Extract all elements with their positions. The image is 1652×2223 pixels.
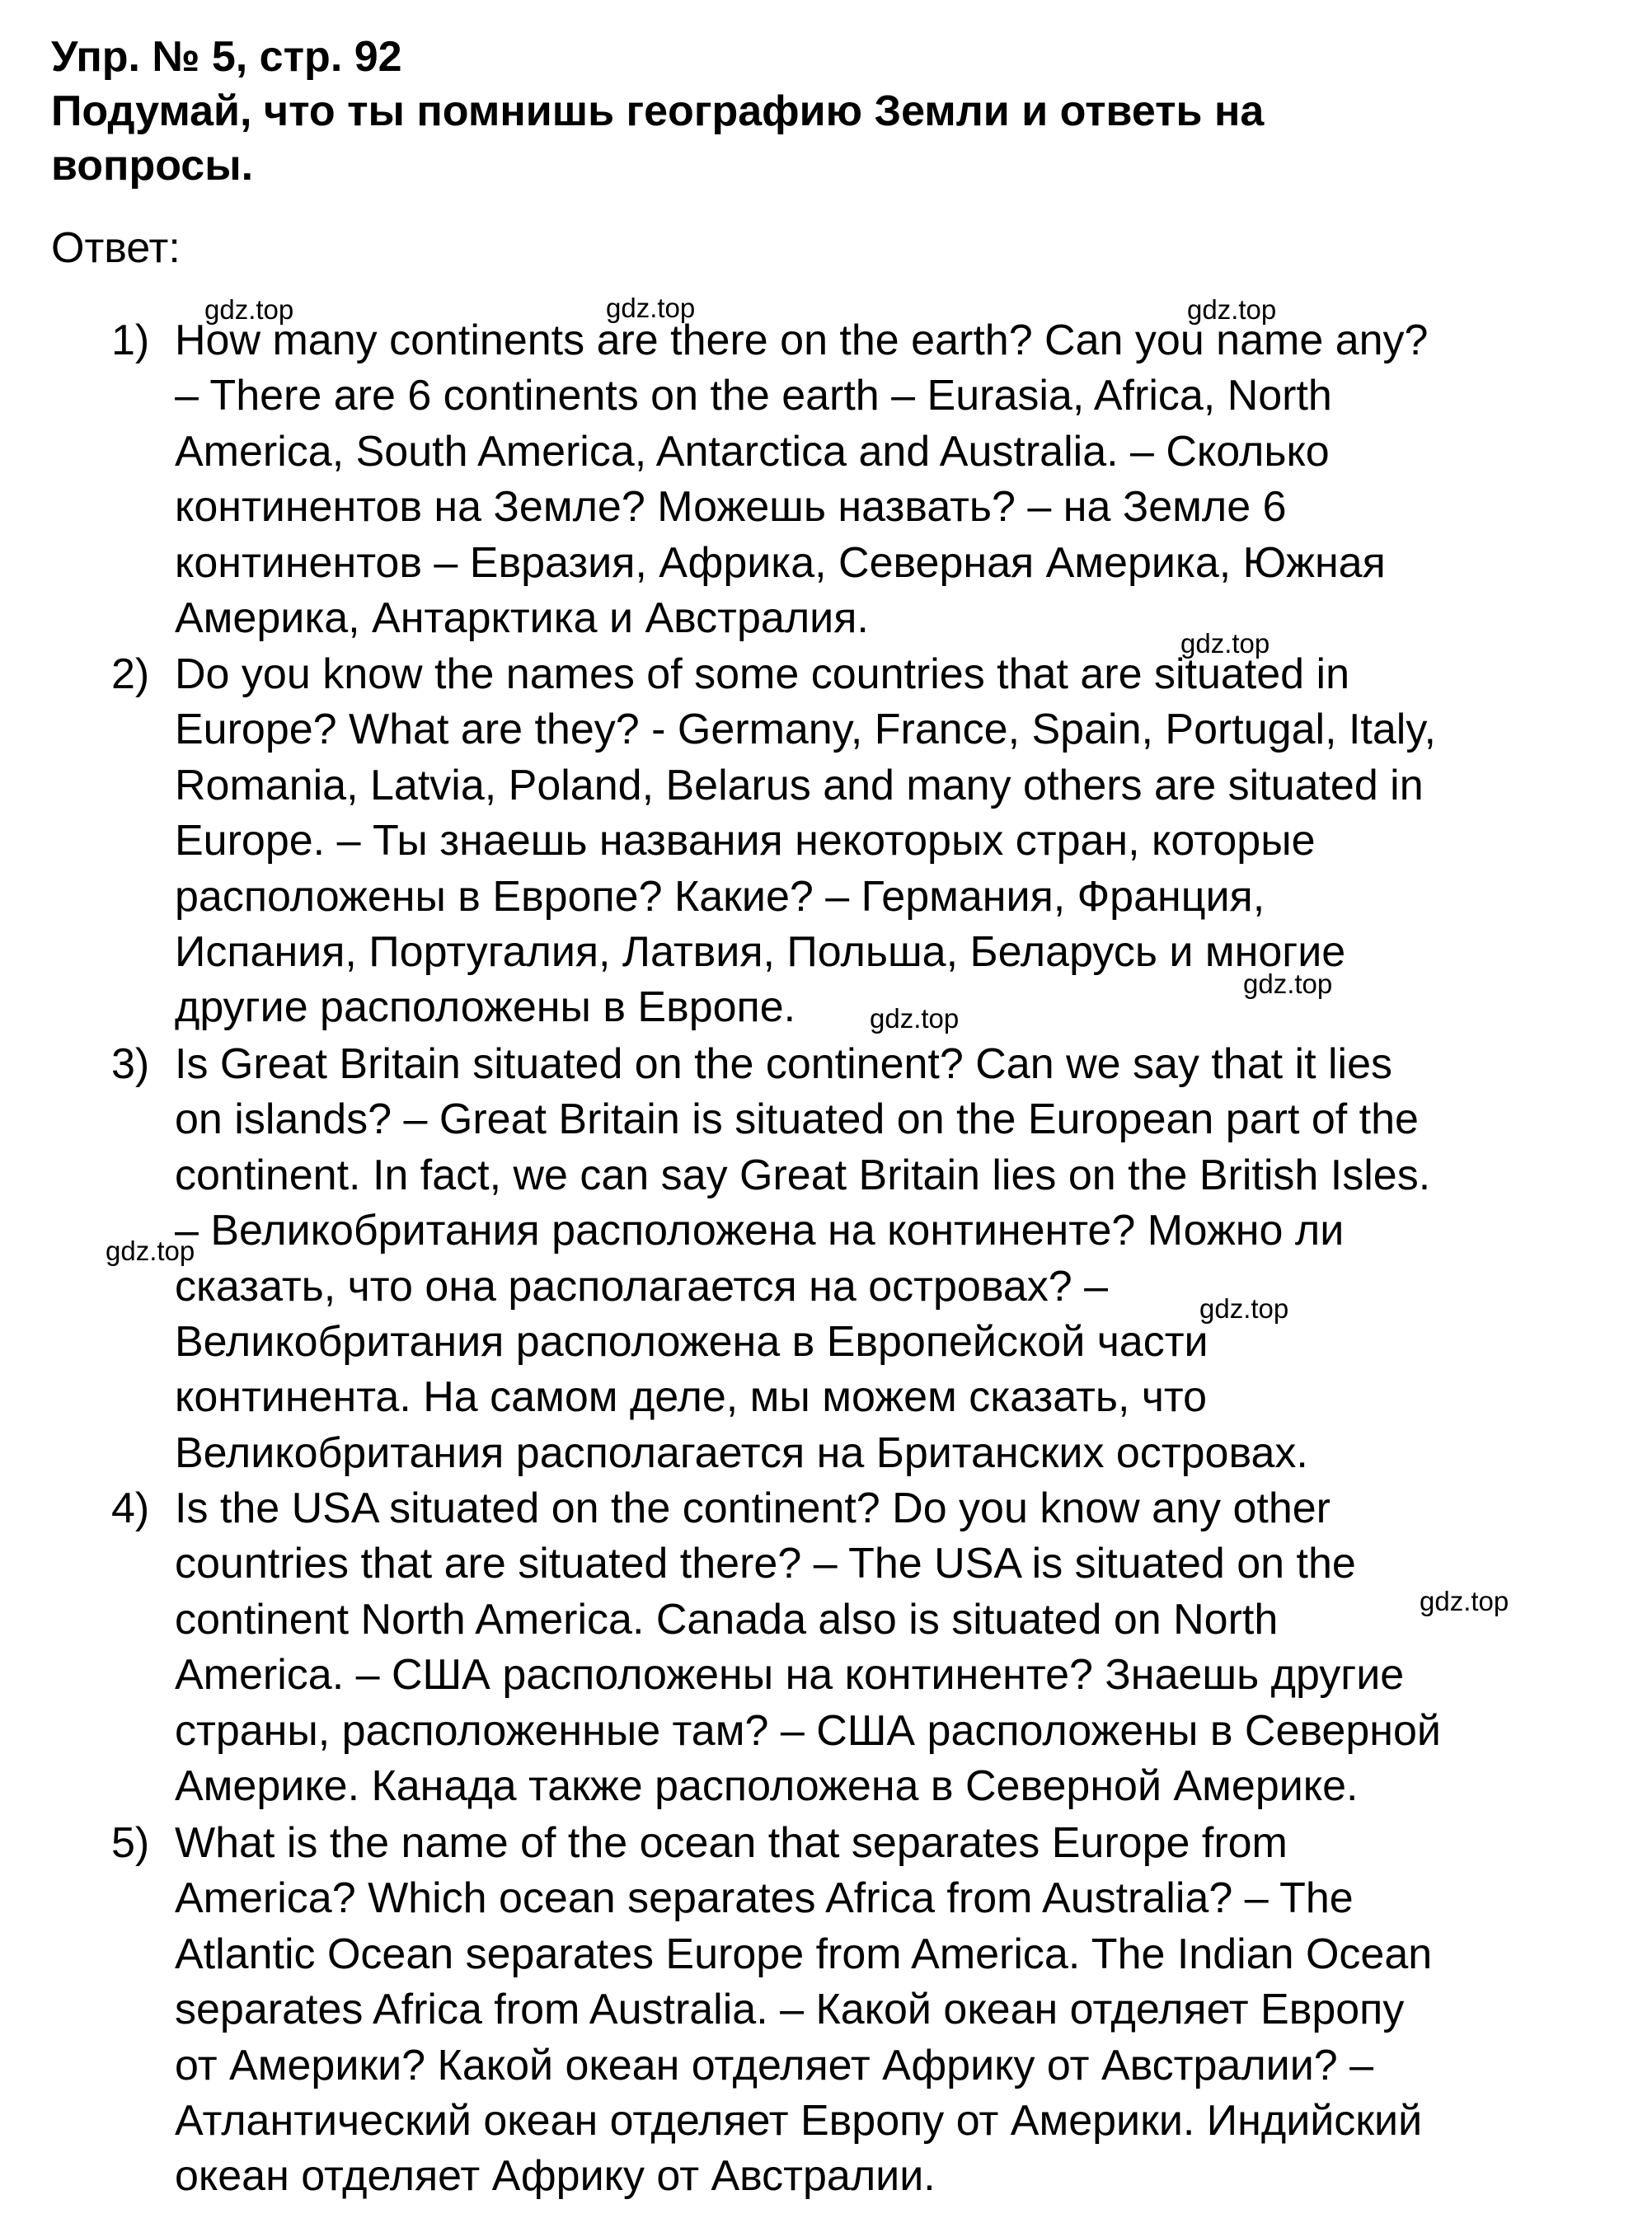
text-line: How many continents are there on the earth? Can you name any? <box>175 317 1429 364</box>
text-line: America. – США расположены на континенте? Знаешь другие <box>175 1651 1405 1700</box>
watermark: gdz.top <box>204 294 294 325</box>
text-line: другие расположены в Европе. <box>175 983 796 1032</box>
text-line: океан отделяет Африку от Австралии. <box>175 2152 936 2201</box>
text-line: – There are 6 continents on the earth – Eurasia, Africa, North <box>175 372 1332 420</box>
text-line: Испания, Португалия, Латвия, Польша, Беларусь и многие <box>175 928 1346 977</box>
text-line: America, South America, Antarctica and Australia. – Сколько <box>175 427 1330 476</box>
answer-label: Ответ: <box>51 224 181 272</box>
text-line: Великобритания располагается на Британских островах. <box>175 1428 1308 1477</box>
text-line: continent. In fact, we can say Great Britain lies on the British Isles. <box>175 1151 1431 1199</box>
watermark: gdz.top <box>606 293 696 323</box>
exercise-instruction-line-2: вопросы. <box>51 142 254 190</box>
list-item-text <box>175 647 1650 1036</box>
text-line: Америка, Антарктика и Австралия. <box>175 594 869 643</box>
watermark: gdz.top <box>106 1236 195 1266</box>
text-line: separates Africa from Australia. – Какой океан отделяет Европу <box>175 1986 1405 2034</box>
text-line: Атлантический океан отделяет Европу от Америки. Индийский <box>175 2097 1423 2146</box>
list-item-number: 4) <box>111 1484 150 1532</box>
exercise-title: Упр. № 5, стр. 92 <box>51 33 402 81</box>
text-line: расположены в Европе? Какие? – Германия, Франция, <box>175 872 1265 921</box>
text-line: Atlantic Ocean separates Europe from America. The Indian Ocean <box>175 1930 1433 1978</box>
text-line: Romania, Latvia, Poland, Belarus and many others are situated in <box>175 761 1424 809</box>
list-item-number: 1) <box>111 317 150 364</box>
watermark: gdz.top <box>1180 628 1270 659</box>
exercise-heading <box>51 30 1617 193</box>
text-line: Is the USA situated on the continent? Do you know any other <box>175 1484 1331 1532</box>
list-item-number: 2) <box>111 650 150 698</box>
text-line: Europe? What are they? - Germany, France, Spain, Portugal, Italy, <box>175 706 1436 754</box>
text-line: countries that are situated there? – The USA is situated on the <box>175 1540 1356 1588</box>
text-line: континента. На самом деле, мы можем сказать, что <box>175 1373 1208 1422</box>
text-line: от Америки? Какой океан отделяет Африку от Австралии? – <box>175 2041 1374 2089</box>
text-line: Do you know the names of some countries that are situated in <box>175 650 1349 698</box>
text-line: America? Which ocean separates Africa from Australia? – The <box>175 1874 1354 1923</box>
text-line: What is the name of the ocean that separates Europe from <box>175 1819 1288 1867</box>
text-line: continent North America. Canada also is situated on North <box>175 1595 1279 1644</box>
list-item-number: 3) <box>111 1040 150 1088</box>
exercise-instruction-line-1: Подумай, что ты помнишь географию Земли и ответь на <box>51 87 1265 135</box>
watermark: gdz.top <box>1199 1293 1289 1324</box>
watermark: gdz.top <box>870 1003 960 1034</box>
list-item-text <box>175 1037 1650 1481</box>
text-line: – Великобритания расположена на континенте? Можно ли <box>175 1207 1345 1255</box>
text-line: Великобритания расположена в Европейской части <box>175 1318 1208 1367</box>
list-item-number: 5) <box>111 1819 150 1867</box>
text-line: континентов – Евразия, Африка, Северная Америка, Южная <box>175 538 1386 587</box>
text-line: Europe. – Ты знаешь названия некоторых стран, которые <box>175 817 1316 865</box>
list-item-text <box>175 313 1650 646</box>
text-line: Америке. Канада также расположена в Северной Америке. <box>175 1762 1359 1811</box>
text-line: страны, расположенные там? – США расположены в Северной <box>175 1706 1441 1755</box>
watermark: gdz.top <box>1243 968 1333 999</box>
watermark: gdz.top <box>1420 1586 1509 1616</box>
watermark: gdz.top <box>1187 294 1277 325</box>
list-item-text <box>175 1481 1650 1814</box>
list-item-text <box>175 1816 1650 2205</box>
text-line: континентов на Земле? Можешь назвать? – на Земле 6 <box>175 483 1287 532</box>
text-line: on islands? – Great Britain is situated on the European part of the <box>175 1095 1419 1144</box>
text-line: сказать, что она располагается на островах? – <box>175 1262 1109 1311</box>
text-line: Is Great Britain situated on the continent? Can we say that it lies <box>175 1040 1393 1088</box>
